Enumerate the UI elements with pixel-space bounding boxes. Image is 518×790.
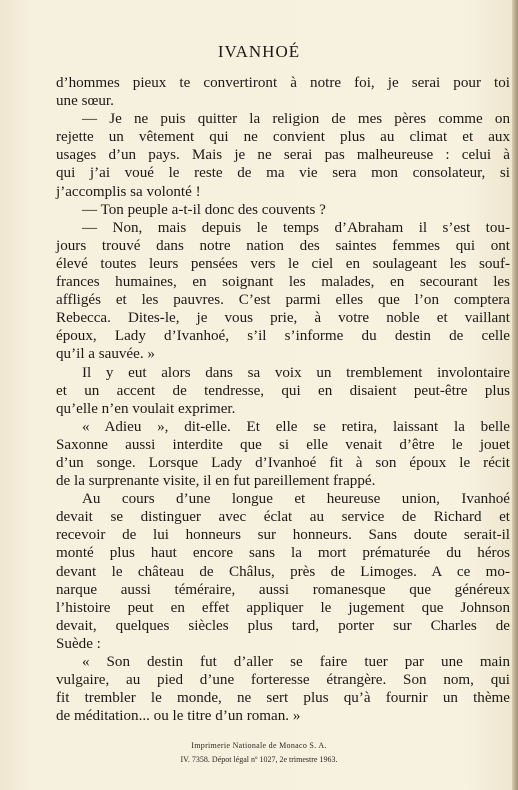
page-edge bbox=[512, 0, 518, 790]
text-line: « Son destin fut d’aller se faire tuer par une main bbox=[82, 654, 510, 670]
text-line: élevé toutes leurs pensées vers le ciel en soulageant les souf- bbox=[56, 255, 510, 272]
text-line: usages d’un pays. Mais je ne serai pas malheureuse : celui à bbox=[56, 147, 510, 164]
text-line: d’un songe. Lorsque Lady d’Ivanhoé fit à son époux le récit bbox=[56, 454, 510, 471]
text-line: Au cours d’une longue et heureuse union, Ivanhoé bbox=[82, 491, 510, 508]
legal-deposit-notice: IV. 7358. Dépot légal nº 1027, 2e trimestre 1963. bbox=[180, 755, 338, 764]
text-line: affligés et les pauvres. C’est parmi elles que l’on comptera bbox=[56, 292, 510, 309]
text-line: Rebecca. Dites-le, je vous prie, à votre noble et vaillant bbox=[56, 310, 510, 327]
text-line: d’hommes pieux te convertiront à notre foi, je serai pour toi bbox=[56, 75, 510, 91]
text-line: de la surprenante visite, il en fut pareillement frappé. bbox=[56, 473, 376, 490]
text-line: recevoir de lui honneurs sur honneurs. Sans doute serait-il bbox=[56, 527, 510, 544]
text-line: devait, quelques siècles plus tard, porter sur Charles de bbox=[56, 617, 510, 634]
text-line: une sœur. bbox=[56, 93, 114, 110]
text-line: Saxonne aussi interdite que si elle venait d’être le jouet bbox=[56, 436, 510, 453]
text-line: et un accent de tendresse, qui en disaient peut-être plus bbox=[56, 382, 510, 399]
text-line: qu’il a sauvée. » bbox=[56, 346, 155, 363]
text-line: Suède : bbox=[56, 635, 101, 652]
text-line: frances humaines, en soignant les malades, en secourant les bbox=[56, 274, 510, 291]
text-line: monté plus haut encore sans la mort prématurée du héros bbox=[56, 545, 510, 562]
text-line: devant le château de Châlus, près de Limoges. A ce mo- bbox=[56, 563, 510, 580]
text-line: narque aussi téméraire, aussi romanesque que généreux bbox=[56, 581, 510, 598]
text-line: « Adieu », dit-elle. Et elle se retira, laissant la belle bbox=[82, 418, 510, 435]
running-title: IVANHOÉ bbox=[217, 42, 301, 61]
text-line: devait se distinguer avec éclat au service de Richard et bbox=[56, 509, 510, 526]
text-line: — Ton peuple a-t-il donc des couvents ? bbox=[82, 201, 326, 218]
text-line: jours trouvé dans notre nation des saintes femmes qui ont bbox=[56, 237, 510, 254]
text-line: fit trembler le monde, ne sert plus qu’à fournir un thème bbox=[56, 690, 510, 707]
text-line: Il y eut alors dans sa voix un tremblement involontaire bbox=[82, 364, 510, 381]
text-line: vulgaire, au pied d’une forteresse étrangère. Son nom, qui bbox=[56, 672, 510, 689]
text-line: qu’elle n’en voulait exprimer. bbox=[56, 400, 236, 417]
text-line: — Je ne puis quitter la religion de mes pères comme on bbox=[82, 111, 510, 128]
text-line: j’accomplis sa volonté ! bbox=[56, 183, 201, 200]
body-text bbox=[56, 74, 510, 725]
printer-imprint: Imprimerie Nationale de Monaco S. A. bbox=[191, 741, 327, 750]
text-line: de méditation... ou le titre d’un roman. » bbox=[56, 708, 301, 725]
text-line: époux, Lady d’Ivanhoé, s’il s’informe du destin de celle bbox=[56, 328, 510, 345]
text-line: l’histoire peut en effet appliquer le jugement que Johnson bbox=[56, 599, 510, 616]
text-line: — Non, mais depuis le temps d’Abraham il s’est tou- bbox=[82, 219, 510, 236]
text-line: qui j’ai voué le reste de ma vie sera mon consolateur, si bbox=[56, 165, 510, 182]
text-line: rejette un vêtement qui ne convient plus au climat et aux bbox=[56, 129, 510, 146]
